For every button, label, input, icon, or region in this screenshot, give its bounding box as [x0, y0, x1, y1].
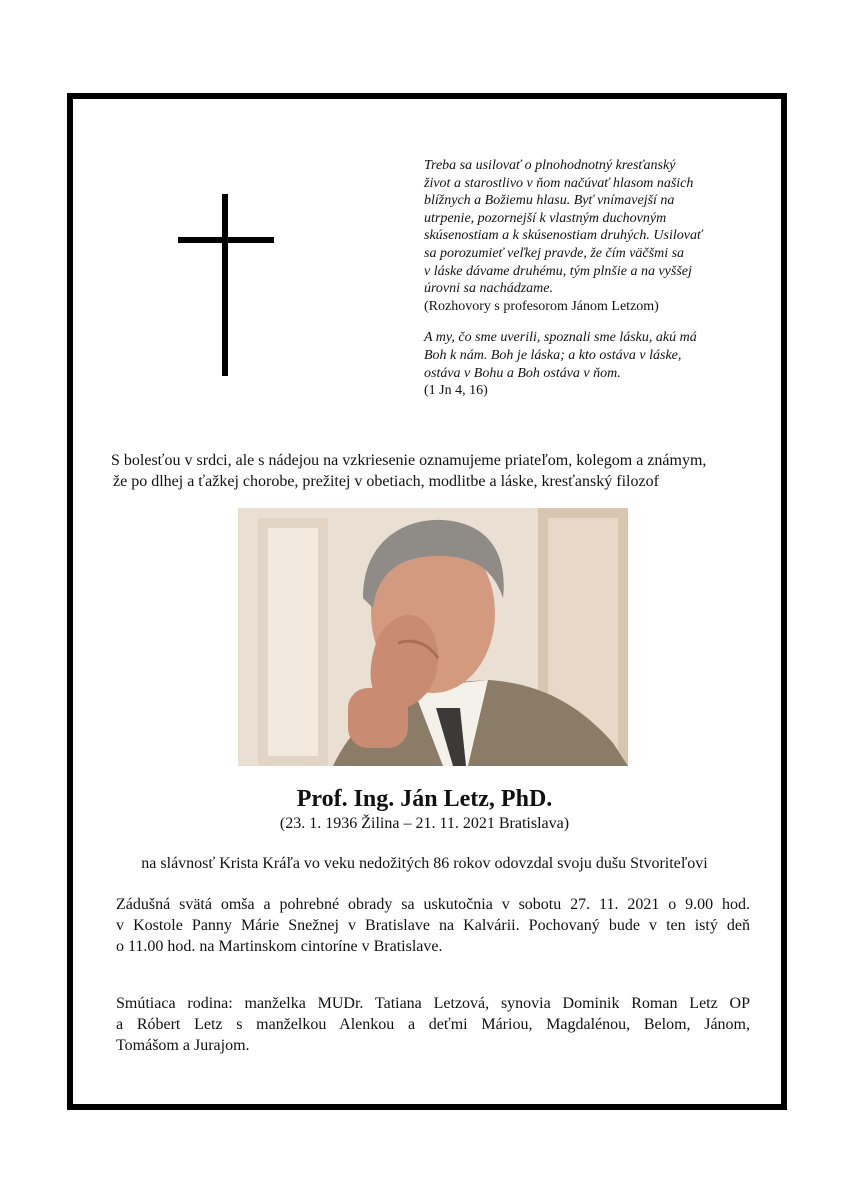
family-list: [116, 993, 750, 1056]
intro-line: S bolesťou v srdci, ale s nádejou na vzkriesenie oznamujeme priateľom, kolegom a známym,: [111, 452, 707, 469]
life-dates: (23. 1. 1936 Žilina – 21. 11. 2021 Bratislava): [279, 815, 570, 832]
funeral-details: [116, 894, 750, 957]
announcement-intro: [111, 450, 771, 492]
quote-line: život a starostlivo v ňom načúvať hlasom našich: [424, 175, 694, 191]
quote-line: v láske dávame druhému, tým plnšie a na vyššej: [424, 263, 692, 279]
quote-line: Treba sa usilovať o plnohodnotný kresťanský: [424, 158, 676, 173]
portrait-photo: [238, 508, 628, 766]
family-line: a Róbert Letz s manželkou Alenkou a deťmi Máriou, Magdalénou, Belom, Jánom,: [116, 1016, 750, 1033]
family-line: Tomášom a Jurajom.: [116, 1037, 250, 1054]
funeral-line: v Kostole Panny Márie Snežnej v Bratislave na Kalvárii. Pochovaný bude v ten istý deň: [116, 917, 750, 934]
quote-line: úrovni sa nachádzame.: [424, 281, 553, 297]
quote-line: blížnych a Božiemu hlasu. Byť vnímavejší na: [424, 193, 675, 209]
passing-statement: na slávnosť Krista Kráľa vo veku nedožitých 86 rokov odovzdal svoju dušu Stvoriteľovi: [141, 855, 708, 872]
funeral-line: o 11.00 hod. na Martinskom cintoríne v Bratislave.: [116, 938, 443, 955]
deceased-name: Prof. Ing. Ján Letz, PhD.: [296, 786, 553, 812]
quote-line: A my, čo sme uverili, spoznali sme lásku, akú má: [424, 330, 697, 346]
cross-icon: [178, 194, 274, 376]
quotes-block: [424, 157, 744, 400]
family-line: Smútiaca rodina: manželka MUDr. Tatiana Letzová, synovia Dominik Roman Letz OP: [116, 995, 750, 1012]
quote-line: Boh k nám. Boh je láska; a kto ostáva v láske,: [424, 347, 682, 363]
quote-line: sa porozumieť veľkej pravde, že čím väčšmi sa: [424, 245, 685, 261]
quote-line: skúsenostiam a k skúsenostiam druhých. Usilovať: [424, 228, 703, 244]
intro-line: že po dlhej a ťažkej chorobe, prežitej v obetiach, modlitbe a láske, kresťanský filozof: [113, 473, 659, 490]
quote-line: utrpenie, pozornejší k vlastným duchovným: [424, 210, 667, 226]
quote-line: ostáva v Bohu a Boh ostáva v ňom.: [424, 365, 621, 381]
quote-source: (Rozhovory s profesorom Jánom Letzom): [424, 298, 659, 314]
funeral-line: Zádušná svätá omša a pohrebné obrady sa uskutočnia v sobotu 27. 11. 2021 o 9.00 hod.: [116, 896, 750, 913]
quote-source: (1 Jn 4, 16): [424, 383, 488, 399]
